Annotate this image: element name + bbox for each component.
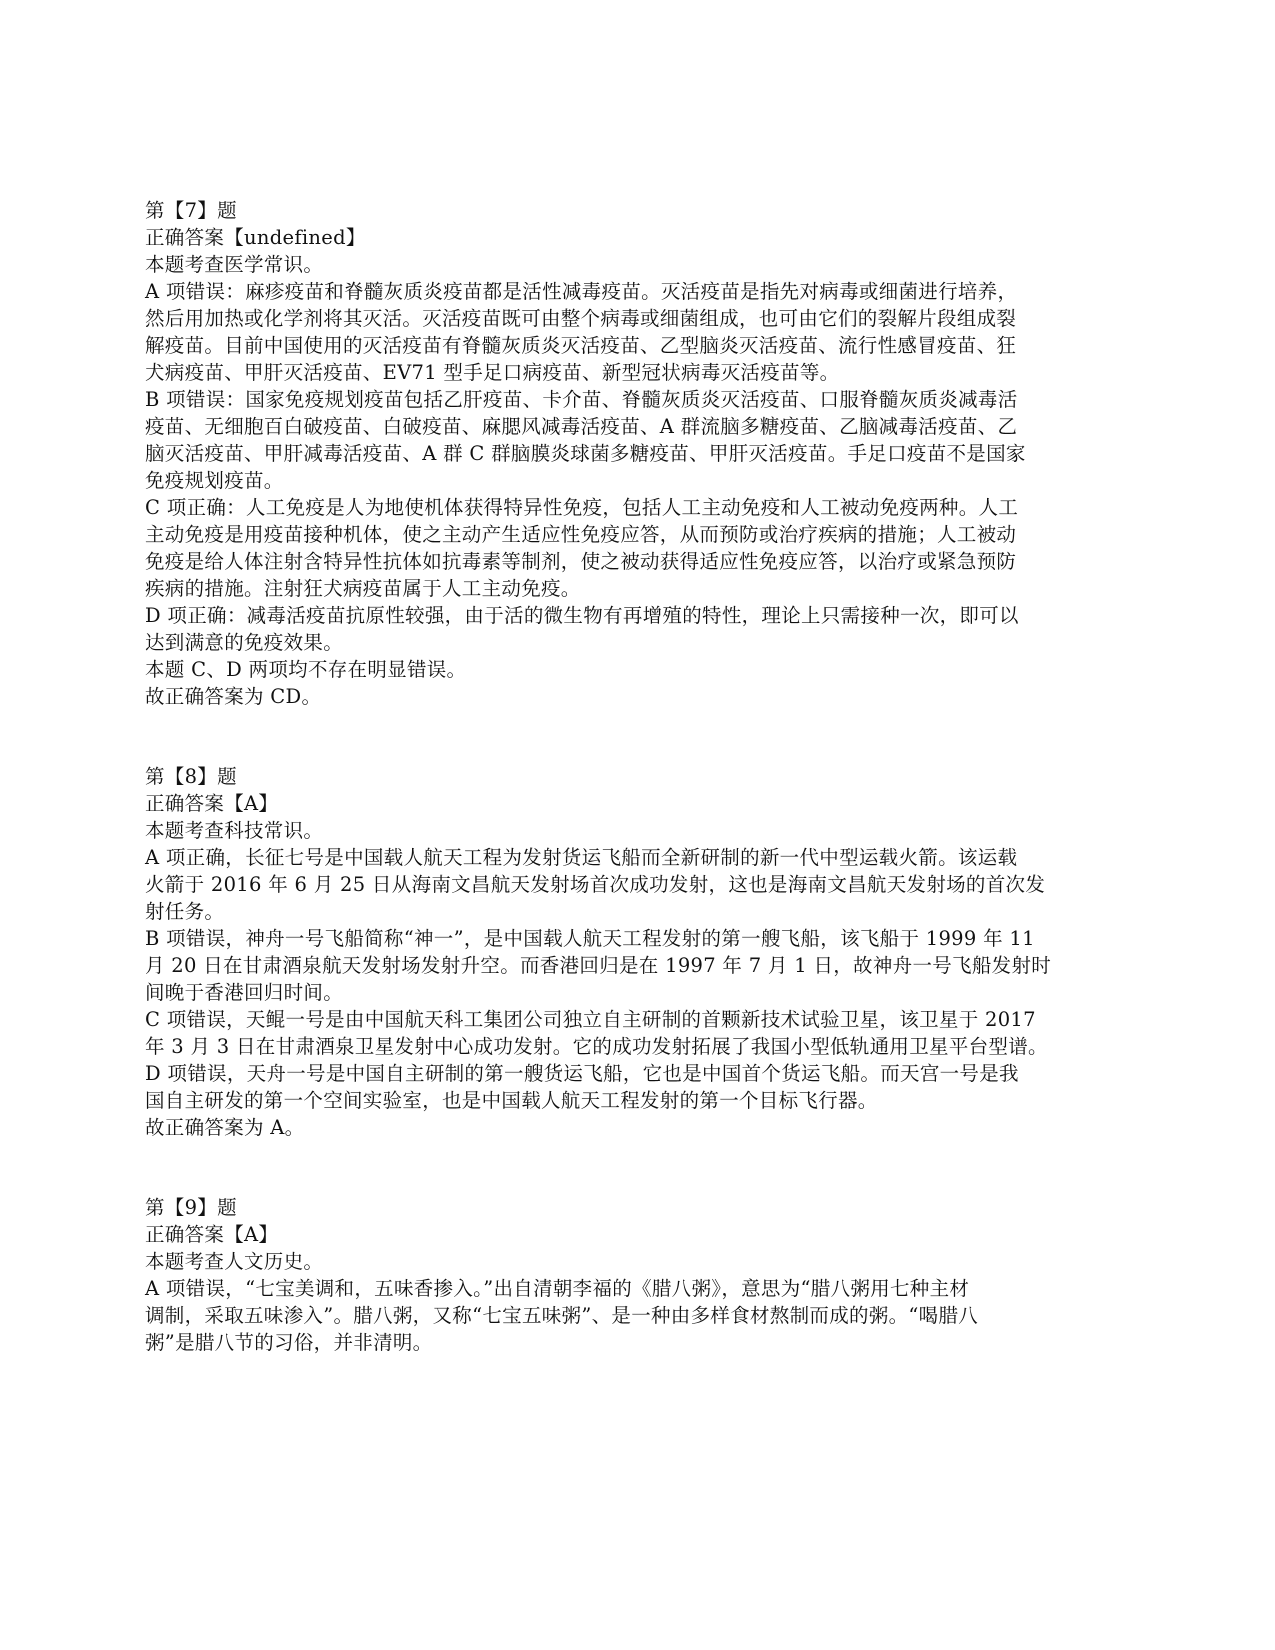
explanation-line: 粥”是腊八节的习俗，并非清明。 (145, 1331, 433, 1354)
explanation-line: 故正确答案为 CD。 (145, 685, 322, 708)
correct-answer: 正确答案【A】 (145, 792, 279, 815)
correct-answer: 正确答案【undefined】 (145, 226, 366, 249)
explanation-line: 射任务。 (145, 900, 225, 923)
explanation-line: D 项错误，天舟一号是中国自主研制的第一艘货运飞船，它也是中国首个货运飞船。而天宫一号是我 (145, 1062, 1019, 1085)
explanation-line: 本题考查人文历史。 (145, 1250, 324, 1273)
explanation-line: B 项错误：国家免疫规划疫苗包括乙肝疫苗、卡介苗、脊髓灰质炎灭活疫苗、口服脊髓灰质炎减毒活 (145, 388, 1018, 411)
explanation-line: 本题 C、D 两项均不存在明显错误。 (145, 658, 467, 681)
explanation-line: 火箭于 2016 年 6 月 25 日从海南文昌航天发射场首次成功发射，这也是海南文昌航天发射场的首次发 (145, 873, 1046, 896)
question-section (145, 197, 1125, 710)
question-title: 第【9】题 (145, 1196, 237, 1219)
explanation-line: 间晚于香港回归时间。 (145, 981, 344, 1004)
explanation-line: C 项正确：人工免疫是人为地使机体获得特异性免疫，包括人工主动免疫和人工被动免疫两种。人工 (145, 496, 1019, 519)
explanation-line: 然后用加热或化学剂将其灭活。灭活疫苗既可由整个病毒或细菌组成，也可由它们的裂解片段组成裂 (145, 307, 1017, 330)
explanation-line: 月 20 日在甘肃酒泉航天发射场发射升空。而香港回归是在 1997 年 7 月 1 日，故神舟一号飞船发射时 (145, 954, 1052, 977)
explanation-line: 解疫苗。目前中国使用的灭活疫苗有脊髓灰质炎灭活疫苗、乙型脑炎灭活疫苗、流行性感冒疫苗、狂 (145, 334, 1017, 357)
explanation-line: A 项错误：麻疹疫苗和脊髓灰质炎疫苗都是活性减毒疫苗。灭活疫苗是指先对病毒或细菌进行培养， (145, 280, 1018, 303)
explanation-line: 免疫是给人体注射含特异性抗体如抗毒素等制剂，使之被动获得适应性免疫应答，以治疗或紧急预防 (145, 550, 1017, 573)
explanation-line: D 项正确：减毒活疫苗抗原性较强，由于活的微生物有再增殖的特性，理论上只需接种一次，即可以 (145, 604, 1019, 627)
explanation-line: A 项错误，“七宝美调和，五味香掺入。”出自清朝李福的《腊八粥》，意思为“腊八粥用七种主材 (145, 1277, 970, 1300)
explanation-line: 犬病疫苗、甲肝灭活疫苗、EV71 型手足口病疫苗、新型冠状病毒灭活疫苗等。 (145, 361, 840, 384)
document-body (145, 197, 1125, 1409)
explanation-line: 主动免疫是用疫苗接种机体，使之主动产生适应性免疫应答，从而预防或治疗疾病的措施；人工被动 (145, 523, 1017, 546)
explanation-line: 脑灭活疫苗、甲肝减毒活疫苗、A 群 C 群脑膜炎球菌多糖疫苗、甲肝灭活疫苗。手足口疫苗不是国家 (145, 442, 1026, 465)
explanation-line: C 项错误，天鲲一号是由中国航天科工集团公司独立自主研制的首颗新技术试验卫星，该卫星于 2017 (145, 1008, 1036, 1031)
explanation-line: A 项正确，长征七号是中国载人航天工程为发射货运飞船而全新研制的新一代中型运载火箭。该运载 (145, 846, 1018, 869)
question-title: 第【8】题 (145, 765, 237, 788)
explanation-line: 疾病的措施。注射狂犬病疫苗属于人工主动免疫。 (145, 577, 581, 600)
explanation-line: 年 3 月 3 日在甘肃酒泉卫星发射中心成功发射。它的成功发射拓展了我国小型低轨通用卫星平台型谱。 (145, 1035, 1048, 1058)
explanation-line: 本题考查医学常识。 (145, 253, 324, 276)
explanation-line: 故正确答案为 A。 (145, 1116, 305, 1139)
question-section (145, 1194, 1125, 1356)
explanation-line: 达到满意的免疫效果。 (145, 631, 344, 654)
correct-answer: 正确答案【A】 (145, 1223, 279, 1246)
explanation-line: 国自主研发的第一个空间实验室，也是中国载人航天工程发射的第一个目标飞行器。 (145, 1089, 878, 1112)
explanation-line: 本题考查科技常识。 (145, 819, 324, 842)
explanation-line: 疫苗、无细胞百白破疫苗、白破疫苗、麻腮风减毒活疫苗、A 群流脑多糖疫苗、乙脑减毒活疫苗、乙 (145, 415, 1018, 438)
question-section (145, 763, 1125, 1141)
explanation-line: 调制，采取五味渗入”。腊八粥，又称“七宝五味粥”、是一种由多样食材熬制而成的粥。“喝腊八 (145, 1304, 979, 1327)
explanation-line: 免疫规划疫苗。 (145, 469, 284, 492)
question-title: 第【7】题 (145, 199, 237, 222)
explanation-line: B 项错误，神舟一号飞船简称“神一”，是中国载人航天工程发射的第一艘飞船，该飞船于 1999 年 11 (145, 927, 1035, 950)
